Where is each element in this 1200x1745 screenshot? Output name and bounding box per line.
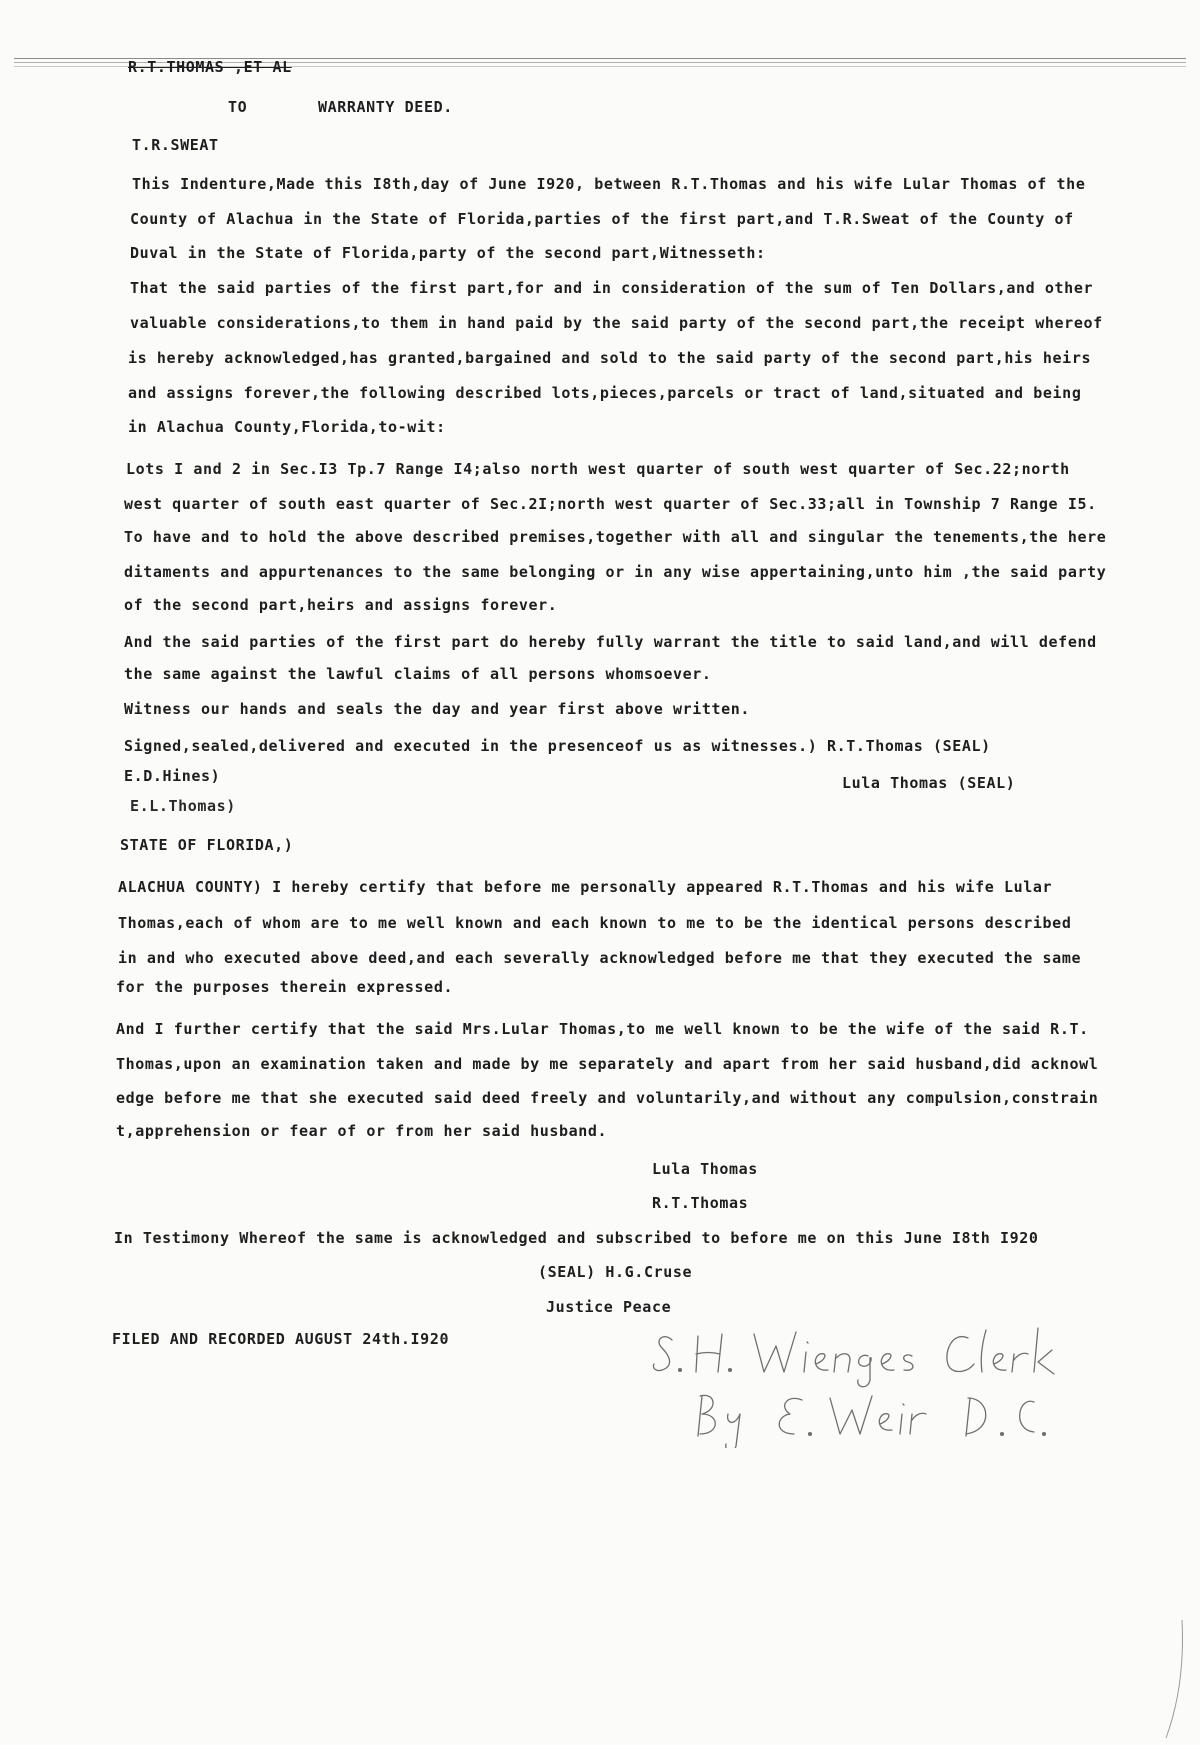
officer-title: Justice Peace [546,1298,672,1316]
acknowledgment-line: Thomas,upon an examination taken and made by me separately and apart from her said husband,did acknowl [116,1055,1099,1073]
acknowledgment-line: And I further certify that the said Mrs.Lular Thomas,to me well known to be the wife of the said R.T. [116,1020,1089,1038]
page-edge-curl [1160,1620,1190,1740]
testimony-line: In Testimony Whereof the same is acknowledged and subscribed to before me on this June I8th I920 [114,1229,1039,1247]
acknowledgment-line: edge before me that she executed said deed freely and voluntarily,and without any compulsion,constrain [116,1089,1099,1107]
clerk-handwritten-signature [650,1318,1110,1448]
body-line: and assigns forever,the following described lots,pieces,parcels or tract of land,situated and being [128,384,1082,402]
body-line: County of Alachua in the State of Florida,parties of the first part,and T.R.Sweat of the County of [130,210,1074,228]
body-line: ditaments and appurtenances to the same belonging or in any wise appertaining,unto him ,the said party [124,563,1107,581]
state-heading: STATE OF FLORIDA,) [120,836,294,854]
body-line: the same against the lawful claims of all persons whomsoever. [124,665,712,683]
officer-seal: (SEAL) H.G.Cruse [538,1263,693,1281]
body-line: That the said parties of the first part,for and in consideration of the sum of Ten Dollars,and other [130,279,1094,297]
grantor-signature-lula: Lula Thomas (SEAL) [842,774,1016,792]
body-line: valuable considerations,to them in hand paid by the said party of the second part,the receipt whereof [130,314,1103,332]
body-line: This Indenture,Made this I8th,day of June I920, between R.T.Thomas and his wife Lular Thomas of the [132,175,1086,193]
acknowledgment-line: for the purposes therein expressed. [116,978,454,996]
to-label: TO [228,98,248,116]
signature-lula-thomas: Lula Thomas [652,1160,758,1178]
body-line: in Alachua County,Florida,to-wit: [128,418,446,436]
acknowledgment-line: in and who executed above deed,and each severally acknowledged before me that they executed the same [118,949,1082,967]
body-line: And the said parties of the first part do hereby fully warrant the title to said land,and will defend [124,633,1097,651]
body-line: of the second part,heirs and assigns forever. [124,596,558,614]
body-line: Witness our hands and seals the day and year first above written. [124,700,750,718]
grantee-header: T.R.SWEAT [132,136,219,154]
acknowledgment-line: t,apprehension or fear of or from her said husband. [116,1122,608,1140]
body-line: Signed,sealed,delivered and executed in the presenceof us as witnesses.) R.T.Thomas (SEAL) [124,737,991,755]
grantor-header: R.T.THOMAS ,ET AL [128,58,292,76]
witness-2: E.L.Thomas) [130,797,236,815]
witness-1: E.D.Hines) [124,767,221,785]
filing-recorded: FILED AND RECORDED AUGUST 24th.I920 [112,1330,450,1348]
body-line: is hereby acknowledged,has granted,bargained and sold to the said party of the second part,his heirs [128,349,1092,367]
signature-rt-thomas: R.T.Thomas [652,1194,749,1212]
body-line: Lots I and 2 in Sec.I3 Tp.7 Range I4;also north west quarter of south west quarter of Sec.22;north [126,460,1070,478]
acknowledgment-line: Thomas,each of whom are to me well known and each known to me to be the identical persons described [118,914,1072,932]
document-type: WARRANTY DEED. [318,98,453,116]
body-line: west quarter of south east quarter of Sec.2I;north west quarter of Sec.33;all in Township 7 Range I5. [124,495,1097,513]
body-line: Duval in the State of Florida,party of the second part,Witnesseth: [130,244,766,262]
body-line: To have and to hold the above described premises,together with all and singular the tenements,the here [124,528,1107,546]
acknowledgment-line: ALACHUA COUNTY) I hereby certify that before me personally appeared R.T.Thomas and his wife Lular [118,878,1053,896]
